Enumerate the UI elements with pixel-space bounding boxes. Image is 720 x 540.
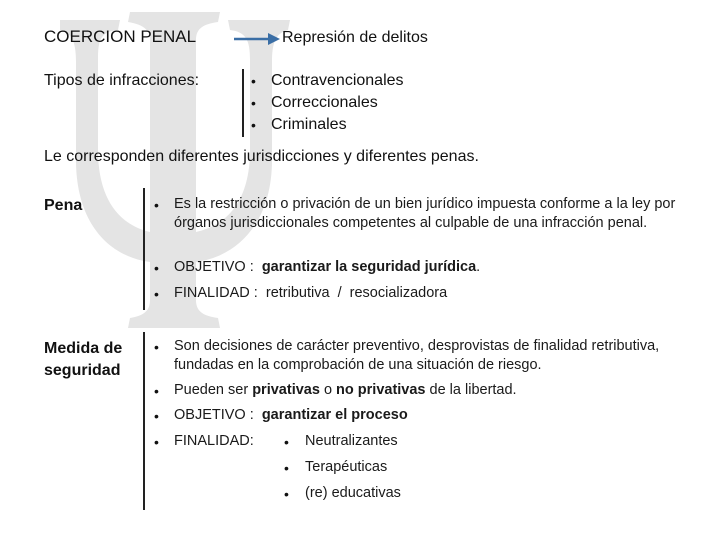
infraccion-item: Criminales — [271, 116, 347, 133]
bullet-icon: • — [251, 73, 256, 89]
medida-label — [44, 338, 122, 382]
medida-privativas-b1: privativas — [252, 382, 320, 398]
pena-objetivo-value: garantizar la seguridad jurídica — [261, 259, 477, 275]
pena-label: Pena — [44, 197, 83, 214]
pena-finalidad — [174, 284, 447, 303]
medida-finalidad-label: FINALIDAD: — [174, 433, 254, 449]
medida-privativas-b2: no privativas — [336, 382, 426, 398]
finalidad-item: (re) educativas — [305, 485, 401, 501]
medida-objetivo-value: garantizar el proceso — [261, 407, 408, 423]
bullet-icon: • — [154, 434, 159, 450]
pena-objetivo — [174, 258, 480, 277]
infraccion-item: Correccionales — [271, 94, 378, 111]
bullet-icon: • — [284, 434, 289, 450]
page-subtitle: Represión de delitos — [282, 29, 428, 46]
infracciones-label — [44, 72, 199, 90]
pena-finalidad-value: retributiva / resocializadora — [265, 285, 448, 301]
bullet-icon: • — [154, 197, 159, 213]
bullet-icon: • — [284, 460, 289, 476]
medida-label-line1: Medida de — [44, 340, 123, 357]
arrow-right-icon — [234, 31, 280, 47]
pena-finalidad-label: FINALIDAD : — [174, 285, 258, 301]
pena-objetivo-end: . — [476, 259, 481, 275]
bullet-icon: • — [284, 486, 289, 502]
medida-privativas-mid: o — [319, 382, 337, 398]
medida-definicion: Son decisiones de carácter preventivo, desprovistas de finalidad retributiva, fundadas en la comprobación de una situación de riesgo. — [174, 338, 660, 373]
medida-privativas-pre: Pueden ser — [174, 382, 253, 398]
bullet-icon: • — [154, 286, 159, 302]
medida-label-line2: seguridad — [44, 362, 121, 379]
page-title: COERCION PENAL — [44, 27, 197, 46]
infracciones-label-bold: infracciones — [109, 72, 195, 89]
bullet-icon: • — [251, 95, 256, 111]
pena-objetivo-label: OBJETIVO : — [174, 259, 254, 275]
medida-privativas-post: de la libertad. — [425, 382, 517, 398]
infracciones-divider — [242, 69, 244, 137]
finalidad-item: Terapéuticas — [305, 459, 388, 475]
bullet-icon: • — [154, 383, 159, 399]
medida-objetivo — [174, 406, 408, 425]
finalidad-item: Neutralizantes — [305, 433, 398, 449]
bullet-icon: • — [154, 408, 159, 424]
pena-definicion: Es la restricción o privación de un bien jurídico impuesta conforme a la ley por órganos jurisdiccionales competentes al culpable de una infracción penal. — [174, 196, 676, 231]
infraccion-item: Contravencionales — [271, 72, 404, 89]
bullet-icon: • — [154, 339, 159, 355]
jurisdicciones-text: Le corresponden diferentes jurisdicciones y diferentes penas. — [44, 148, 479, 165]
infracciones-label-prefix: Tipos de — [44, 72, 110, 89]
medida-privativas — [174, 381, 517, 400]
bullet-icon: • — [154, 260, 159, 276]
medida-divider — [143, 332, 145, 510]
pena-divider — [143, 188, 145, 310]
bullet-icon: • — [251, 117, 256, 133]
infracciones-label-suffix: : — [194, 72, 200, 89]
medida-objetivo-label: OBJETIVO : — [174, 407, 254, 423]
